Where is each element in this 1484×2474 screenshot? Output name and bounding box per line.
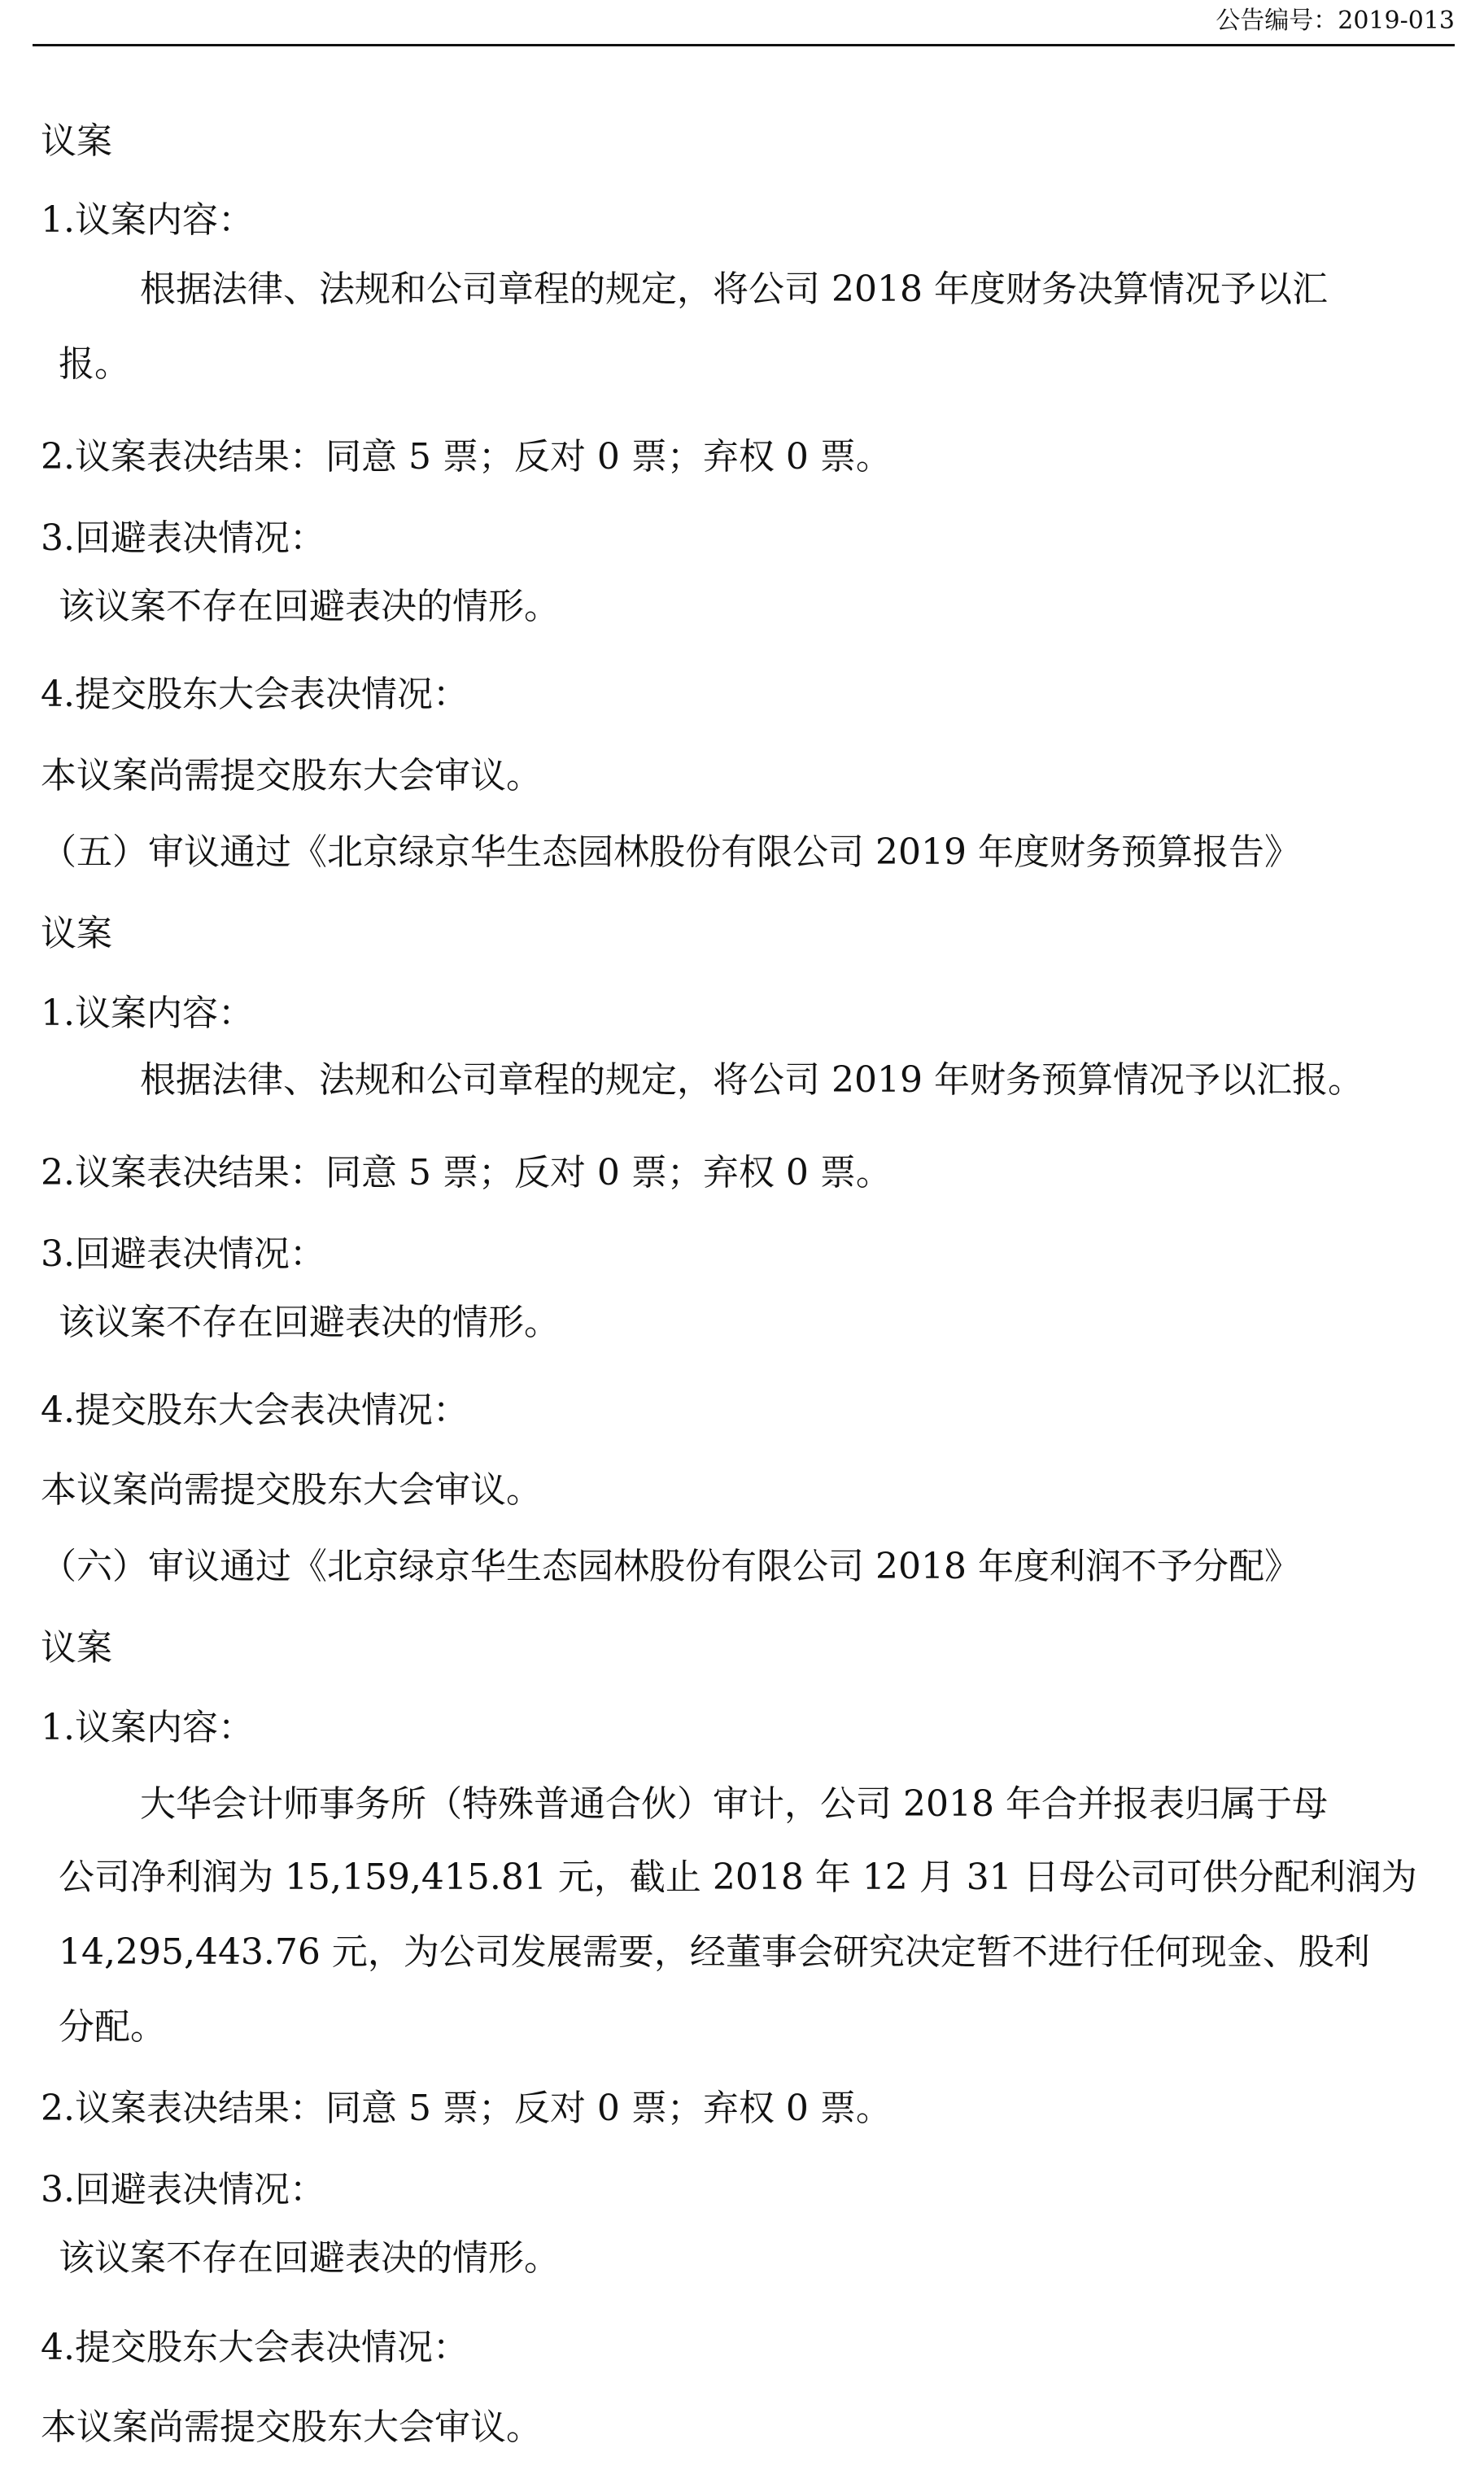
item-heading: 3.回避表决情况：	[41, 517, 325, 559]
vote-result: 2.议案表决结果：同意 5 票；反对 0 票；弃权 0 票。	[41, 2088, 892, 2129]
section-label: 议案	[41, 120, 112, 162]
vote-result: 2.议案表决结果：同意 5 票；反对 0 票；弃权 0 票。	[41, 1152, 892, 1193]
paragraph-line: 该议案不存在回避表决的情形。	[59, 2237, 560, 2279]
item-heading: 4.提交股东大会表决情况：	[41, 674, 469, 715]
paragraph-line: 分配。	[59, 2006, 166, 2048]
page-header	[33, 0, 1455, 46]
paragraph-line: 本议案尚需提交股东大会审议。	[41, 755, 542, 796]
vote-result: 2.议案表决结果：同意 5 票；反对 0 票；弃权 0 票。	[41, 436, 892, 478]
paragraph-line: 公司净利润为 15,159,415.81 元，截止 2018 年 12 月 31 日母公司可供分配利润为	[59, 1857, 1417, 1898]
paragraph-line: 该议案不存在回避表决的情形。	[59, 1302, 560, 1343]
item-heading: 3.回避表决情况：	[41, 1233, 325, 1275]
paragraph-line: 本议案尚需提交股东大会审议。	[41, 1469, 542, 1511]
resolution-heading: （五）审议通过《北京绿京华生态园林股份有限公司 2019 年度财务预算报告》	[41, 831, 1300, 873]
paragraph-line: 14,295,443.76 元，为公司发展需要，经董事会研究决定暂不进行任何现金、股利	[59, 1931, 1370, 1973]
section-label: 议案	[41, 1627, 112, 1669]
item-heading: 1.议案内容：	[41, 993, 254, 1034]
item-heading: 1.议案内容：	[41, 1707, 254, 1748]
item-heading: 4.提交股东大会表决情况：	[41, 2327, 469, 2368]
resolution-heading: （六）审议通过《北京绿京华生态园林股份有限公司 2018 年度利润不予分配》	[41, 1546, 1300, 1587]
paragraph-line: 大华会计师事务所（特殊普通合伙）审计，公司 2018 年合并报表归属于母	[140, 1783, 1328, 1825]
item-heading: 1.议案内容：	[41, 199, 254, 241]
doc-number: 公告编号：2019-013	[1216, 7, 1455, 35]
paragraph-line: 报。	[59, 343, 130, 385]
item-heading: 4.提交股东大会表决情况：	[41, 1390, 469, 1431]
section-label: 议案	[41, 913, 112, 954]
paragraph-line: 该议案不存在回避表决的情形。	[59, 586, 560, 627]
paragraph-line: 根据法律、法规和公司章程的规定，将公司 2019 年财务预算情况予以汇报。	[140, 1059, 1364, 1101]
paragraph-line: 根据法律、法规和公司章程的规定，将公司 2018 年度财务决算情况予以汇	[140, 268, 1328, 310]
item-heading: 3.回避表决情况：	[41, 2169, 325, 2210]
paragraph-line: 本议案尚需提交股东大会审议。	[41, 2406, 542, 2448]
